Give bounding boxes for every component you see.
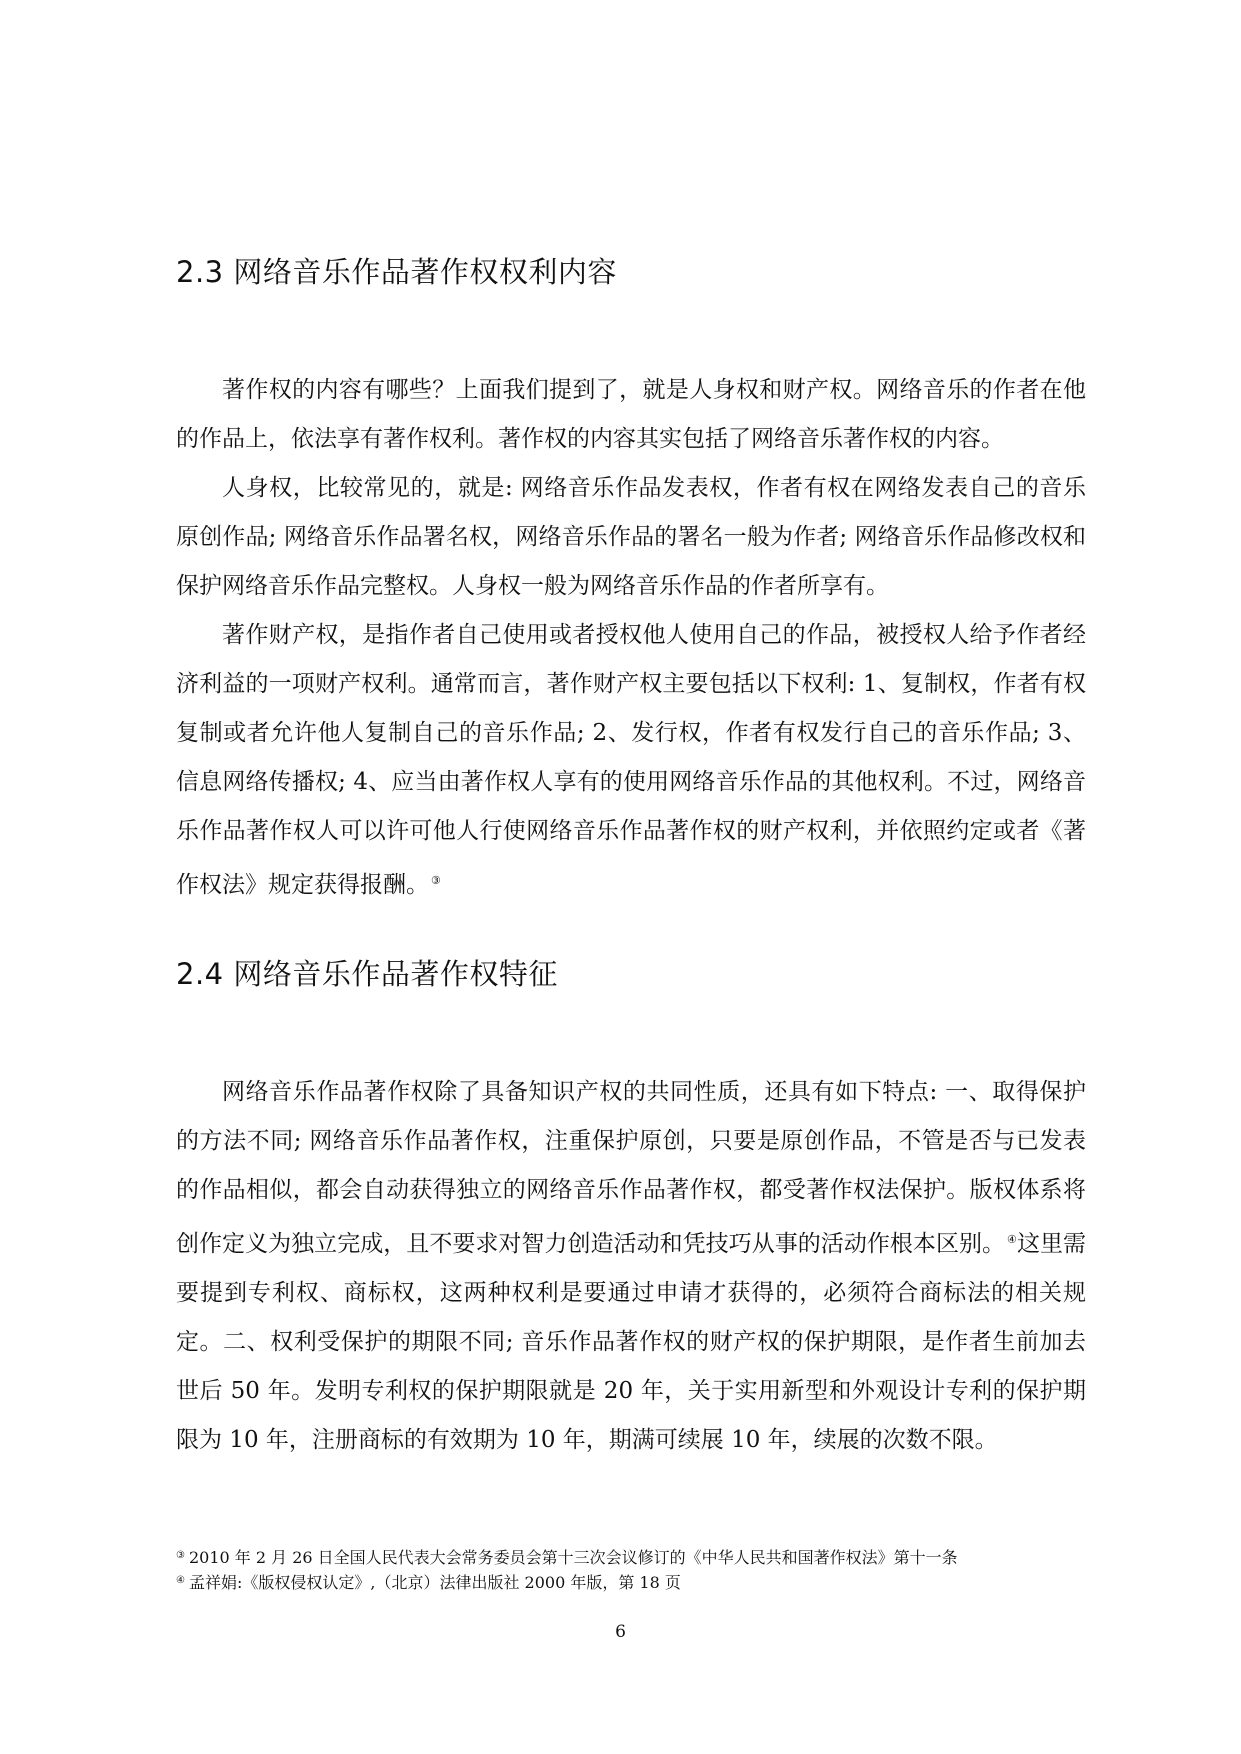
section-body-2-4 xyxy=(176,1068,1086,1465)
footnote-3 xyxy=(176,1544,1096,1569)
footnote-divider xyxy=(176,1534,466,1535)
paragraph: 人身权，比较常见的，就是: 网络音乐作品发表权，作者有权在网络发表自己的音乐原创作品; 网络音乐作品署名权，网络音乐作品的署名一般为作者; 网络音乐作品修改权和保护网络音乐作品完整权。人身权一般为网络音乐作品的作者所享有。 xyxy=(176,475,1086,599)
footnote-ref-3[interactable]: ③ xyxy=(431,874,441,887)
paragraph-text-part1: 网络音乐作品著作权除了具备知识产权的共同性质，还具有如下特点: 一、取得保护的方法不同; 网络音乐作品著作权，注重保护原创，只要是原创作品，不管是否与已发表的作品相似，都会自动获得独立的网络音乐作品著作权，都受著作权法保护。版权体系将创作定义为独立完成，且不要求对智力创造活动和凭技巧从事的活动作根本区别。 xyxy=(176,1079,1086,1257)
footnote-text: 2010 年 2 月 26 日全国人民代表大会常务委员会第十三次会议修订的《中华人民共和国著作权法》第十一条 xyxy=(188,1548,958,1567)
footnote-text: 孟祥娟:《版权侵权认定》,（北京）法律出版社 2000 年版，第 18 页 xyxy=(188,1573,681,1592)
footnote-mark: ③ xyxy=(176,1550,185,1561)
paragraph-text-part2: 这里需要提到专利权、商标权，这两种权利是要通过申请才获得的，必须符合商标法的相关规定。二、权利受保护的期限不同; 音乐作品著作权的财产权的保护期限，是作者生前加去世后 50 年。发明专利权的保护期限就是 20 年，关于实用新型和外观设计专利的保护期限为 10 年，注册商标的有效期为 10 年，期满可续展 10 年，续展的次数不限。 xyxy=(176,1231,1086,1453)
paragraph xyxy=(176,611,1086,910)
paragraph: 著作权的内容有哪些？上面我们提到了，就是人身权和财产权。网络音乐的作者在他的作品上，依法享有著作权利。著作权的内容其实包括了网络音乐著作权的内容。 xyxy=(176,377,1086,452)
paragraph-text: 著作财产权，是指作者自己使用或者授权他人使用自己的作品，被授权人给予作者经济利益的一项财产权利。通常而言，著作财产权主要包括以下权利: 1、复制权，作者有权复制或者允许他人复制自己的音乐作品; 2、发行权，作者有权发行自己的音乐作品; 3、信息网络传播权; 4、应当由著作权人享有的使用网络音乐作品的其他权利。不过，网络音乐作品著作权人可以许可他人行使网络音乐作品著作权的财产权利，并依照约定或者《著作权法》规定获得报酬。 xyxy=(176,622,1086,898)
footnotes xyxy=(176,1544,1096,1594)
section-heading-2-4: 2.4 网络音乐作品著作权特征 xyxy=(176,957,558,991)
footnote-mark: ④ xyxy=(176,1575,185,1586)
section-heading-2-3: 2.3 网络音乐作品著作权权利内容 xyxy=(176,255,617,289)
paragraph xyxy=(176,1068,1086,1465)
section-body-2-3 xyxy=(176,366,1086,910)
footnote-ref-4[interactable]: ④ xyxy=(1007,1233,1017,1246)
page-number: 6 xyxy=(615,1622,626,1642)
footnote-4 xyxy=(176,1569,1096,1594)
